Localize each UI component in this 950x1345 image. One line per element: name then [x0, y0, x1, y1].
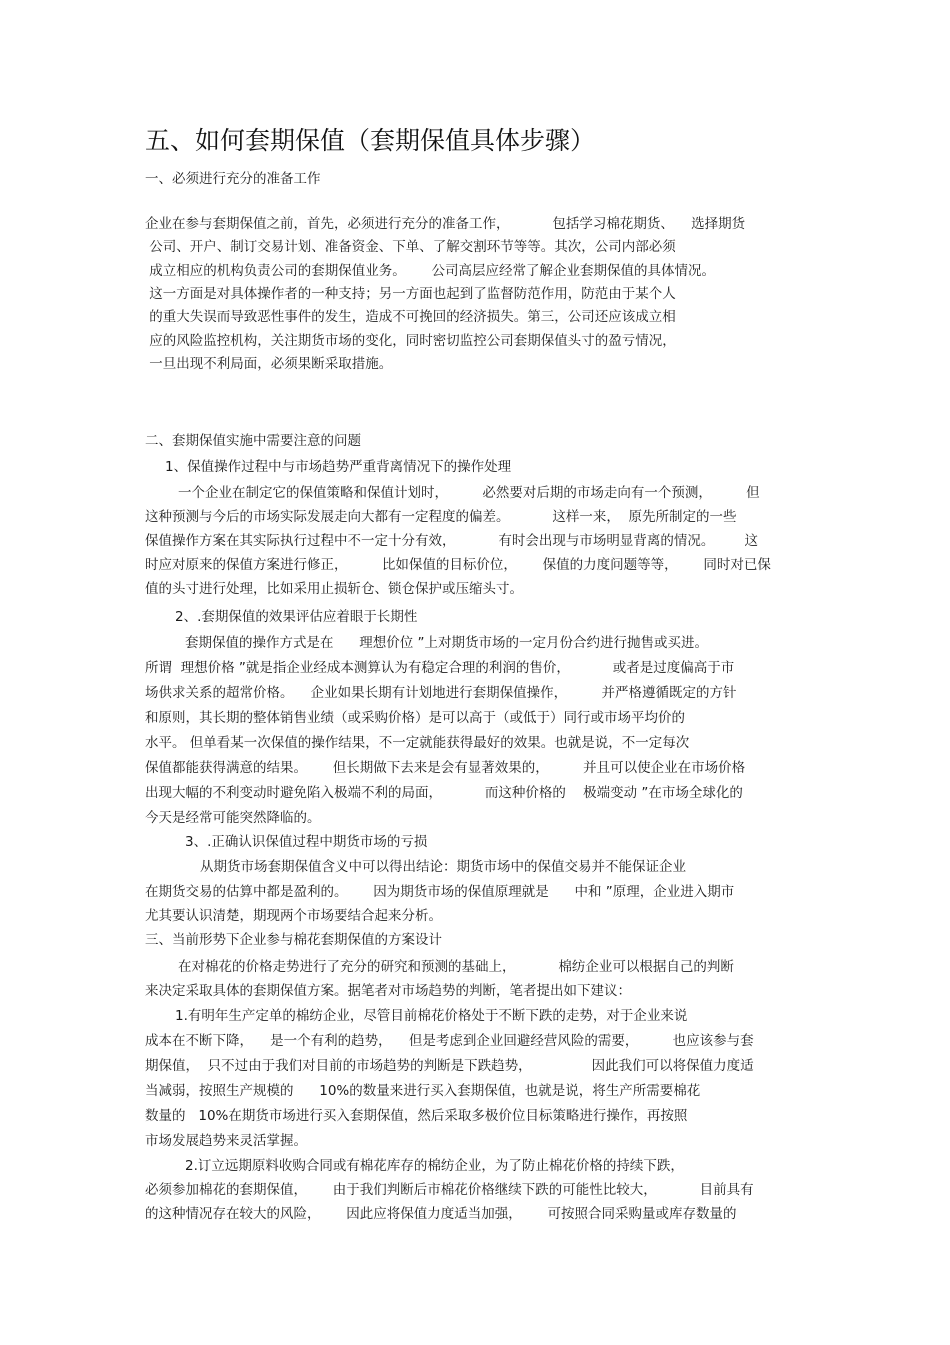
section-2-heading: 二、套期保值实施中需要注意的问题 [145, 433, 361, 449]
text-line: 尤其要认识清楚，期现两个市场要结合起来分析。 [145, 908, 442, 924]
text-line: 成立相应的机构负责公司的套期保值业务。 公司高层应经常了解企业套期保值的具体情况。 [145, 262, 716, 279]
text-line: 这一方面是对具体操作者的一种支持；另一方面也起到了监督防范作用，防范由于某个人 [145, 285, 676, 302]
text-line: 必须参加棉花的套期保值， 由于我们判断后市棉花价格继续下跌的可能性比较大， 目前具有 [145, 1182, 754, 1198]
text-line: 应的风险监控机构，关注期货市场的变化，同时密切监控公司套期保值头寸的盈亏情况， [145, 332, 676, 349]
text-line: 成本在不断下降， 是一个有利的趋势， 但是考虑到企业回避经营风险的需要， 也应该参与套 [145, 1033, 754, 1049]
text-line: 企业在参与套期保值之前，首先，必须进行充分的准备工作， 包括学习棉花期货、 选择期货 [145, 216, 746, 232]
text-line: 当减弱，按照生产规模的 10%的数量来进行买入套期保值，也就是说，将生产所需要棉花 [145, 1083, 701, 1099]
text-line: 场供求关系的超常价格。 企业如果长期有计划地进行套期保值操作， 并严格遵循既定的方针 [145, 685, 737, 701]
text-line: 一旦出现不利局面，必须果断采取措施。 [145, 355, 393, 372]
text-line: 时应对原来的保值方案进行修正， 比如保值的目标价位， 保值的力度问题等等， 同时对已保 [145, 557, 771, 573]
text-line: 保值都能获得满意的结果。 但长期做下去来是会有显著效果的， 并且可以使企业在市场价格 [145, 760, 746, 776]
section-2-subheading-3: 3、.正确认识保值过程中期货市场的亏损 [185, 834, 428, 850]
text-line: 数量的 10%在期货市场进行买入套期保值，然后采取多极价位目标策略进行操作，再按照 [145, 1108, 688, 1124]
section-3-heading: 三、当前形势下企业参与棉花套期保值的方案设计 [145, 932, 442, 948]
text-line: 公司、开户、制订交易计划、准备资金、下单、了解交割环节等等。其次，公司内部必须 [145, 239, 676, 256]
text-line: 保值操作方案在其实际执行过程中不一定十分有效， 有时会出现与市场明显背离的情况。 这 [145, 533, 758, 549]
text-line: 从期货市场套期保值含义中可以得出结论：期货市场中的保值交易并不能保证企业 [200, 859, 686, 875]
text-line: 在期货交易的估算中都是盈利的。 因为期货市场的保值原理就是 中和 ”原理，企业进入期市 [145, 883, 735, 900]
text-line: 来决定采取具体的套期保值方案。据笔者对市场趋势的判断，笔者提出如下建议： [145, 983, 631, 999]
text-line: 1.有明年生产定单的棉纺企业，尽管目前棉花价格处于不断下跌的走势，对于企业来说 [175, 1008, 688, 1024]
text-line: 期保值， 只不过由于我们对目前的市场趋势的判断是下跌趋势， 因此我们可以将保值力度适 [145, 1058, 754, 1074]
section-1-heading: 一、必须进行充分的准备工作 [145, 171, 321, 187]
text-line: 一个企业在制定它的保值策略和保值计划时， 必然要对后期的市场走向有一个预测， 但 [178, 485, 760, 501]
text-line: 的重大失误而导致恶性事件的发生，造成不可挽回的经济损失。第三，公司还应该成立相 [145, 309, 676, 326]
text-line: 出现大幅的不利变动时避免陷入极端不利的局面， 而这种价格的 极端变动 ”在市场全球化的 [145, 785, 743, 801]
text-line: 的这种情况存在较大的风险， 因此应将保值力度适当加强， 可按照合同采购量或库存数量的 [145, 1206, 737, 1222]
text-line: 今天是经常可能突然降临的。 [145, 810, 321, 826]
text-line: 套期保值的操作方式是在 理想价位 ”上对期货市场的一定月份合约进行抛售或买进。 [185, 635, 709, 651]
section-2-subheading-2: 2、.套期保值的效果评估应着眼于长期性 [175, 609, 418, 625]
section-2-subheading-1: 1、保值操作过程中与市场趋势严重背离情况下的操作处理 [165, 459, 512, 475]
text-line: 2.订立远期原料收购合同或有棉花库存的棉纺企业，为了防止棉花价格的持续下跌， [185, 1158, 684, 1174]
text-line: 这种预测与今后的市场实际发展走向大都有一定程度的偏差。 这样一来， 原先所制定的一些 [145, 509, 737, 525]
page-title: 五、如何套期保值（套期保值具体步骤） [145, 126, 596, 155]
text-line: 在对棉花的价格走势进行了充分的研究和预测的基础上， 棉纺企业可以根据自己的判断 [178, 959, 734, 975]
text-line: 水平。 但单看某一次保值的操作结果，不一定就能获得最好的效果。也就是说，不一定每次 [145, 735, 690, 751]
text-line: 值的头寸进行处理，比如采用止损斩仓、锁仓保护或压缩头寸。 [145, 581, 523, 597]
text-line: 所谓 理想价格 ”就是指企业经成本测算认为有稳定合理的利润的售价， 或者是过度偏高于市 [145, 660, 735, 676]
text-line: 市场发展趋势来灵活掌握。 [145, 1133, 307, 1149]
text-line: 和原则，其长期的整体销售业绩（或采购价格）是可以高于（或低于）同行或市场平均价的 [145, 710, 685, 726]
